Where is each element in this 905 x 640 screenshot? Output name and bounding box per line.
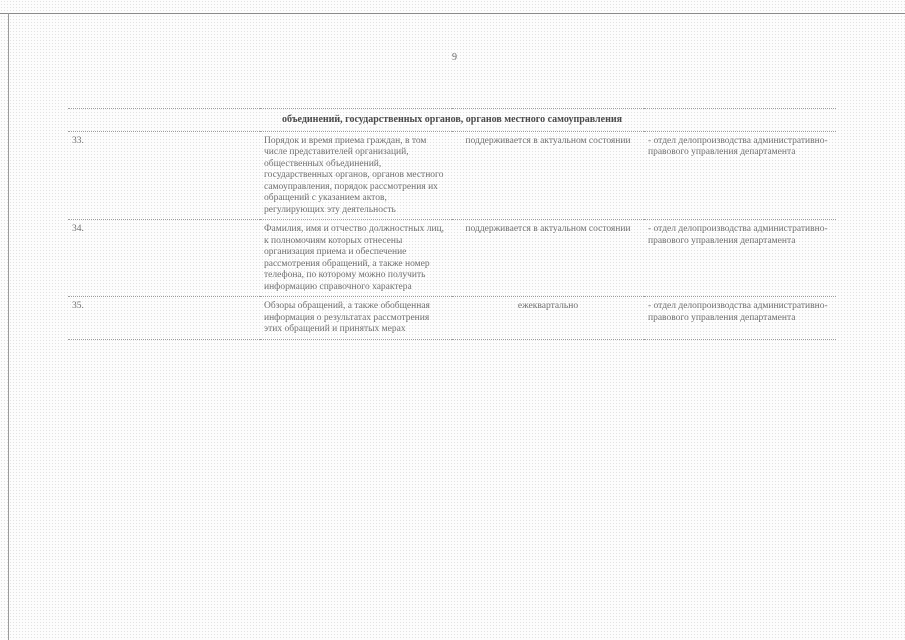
table-header-continuation: объединений, государственных органов, органов местного самоуправления bbox=[68, 109, 836, 132]
row-responsible: - отдел делопроизводства административно-правового управления департамента bbox=[644, 297, 836, 340]
row-information: Фамилия, имя и отчество должностных лиц, к полномочиям которых отнесены организация приема и обеспечение рассмотрения обращений, а также номер телефона, по которому можно получить информацию справочного характера bbox=[260, 220, 452, 297]
row-period: поддерживается в актуальном состоянии bbox=[452, 131, 644, 220]
top-scan-border bbox=[0, 13, 905, 14]
row-information: Обзоры обращений, а также обобщенная информация о результатах рассмотрения этих обращений и принятых мерах bbox=[260, 297, 452, 340]
row-responsible: - отдел делопроизводства административно-правового управления департамента bbox=[644, 131, 836, 220]
left-scan-border bbox=[8, 13, 9, 640]
page-number: 9 bbox=[452, 52, 457, 63]
table-row bbox=[68, 220, 836, 297]
row-number: 34. bbox=[68, 220, 260, 297]
table-row bbox=[68, 297, 836, 340]
row-period: ежеквартально bbox=[452, 297, 644, 340]
table-row bbox=[68, 131, 836, 220]
row-responsible: - отдел делопроизводства административно-правового управления департамента bbox=[644, 220, 836, 297]
row-period: поддерживается в актуальном состоянии bbox=[452, 220, 644, 297]
table-header-row bbox=[68, 109, 836, 132]
row-information: Порядок и время приема граждан, в том числе представителей организаций, общественных объединений, государственных органов, органов местного самоуправления, порядок рассмотрения их обращений с указанием актов, регулирующих эту деятельность bbox=[260, 131, 452, 220]
row-number: 33. bbox=[68, 131, 260, 220]
information-table bbox=[68, 108, 836, 340]
row-number: 35. bbox=[68, 297, 260, 340]
